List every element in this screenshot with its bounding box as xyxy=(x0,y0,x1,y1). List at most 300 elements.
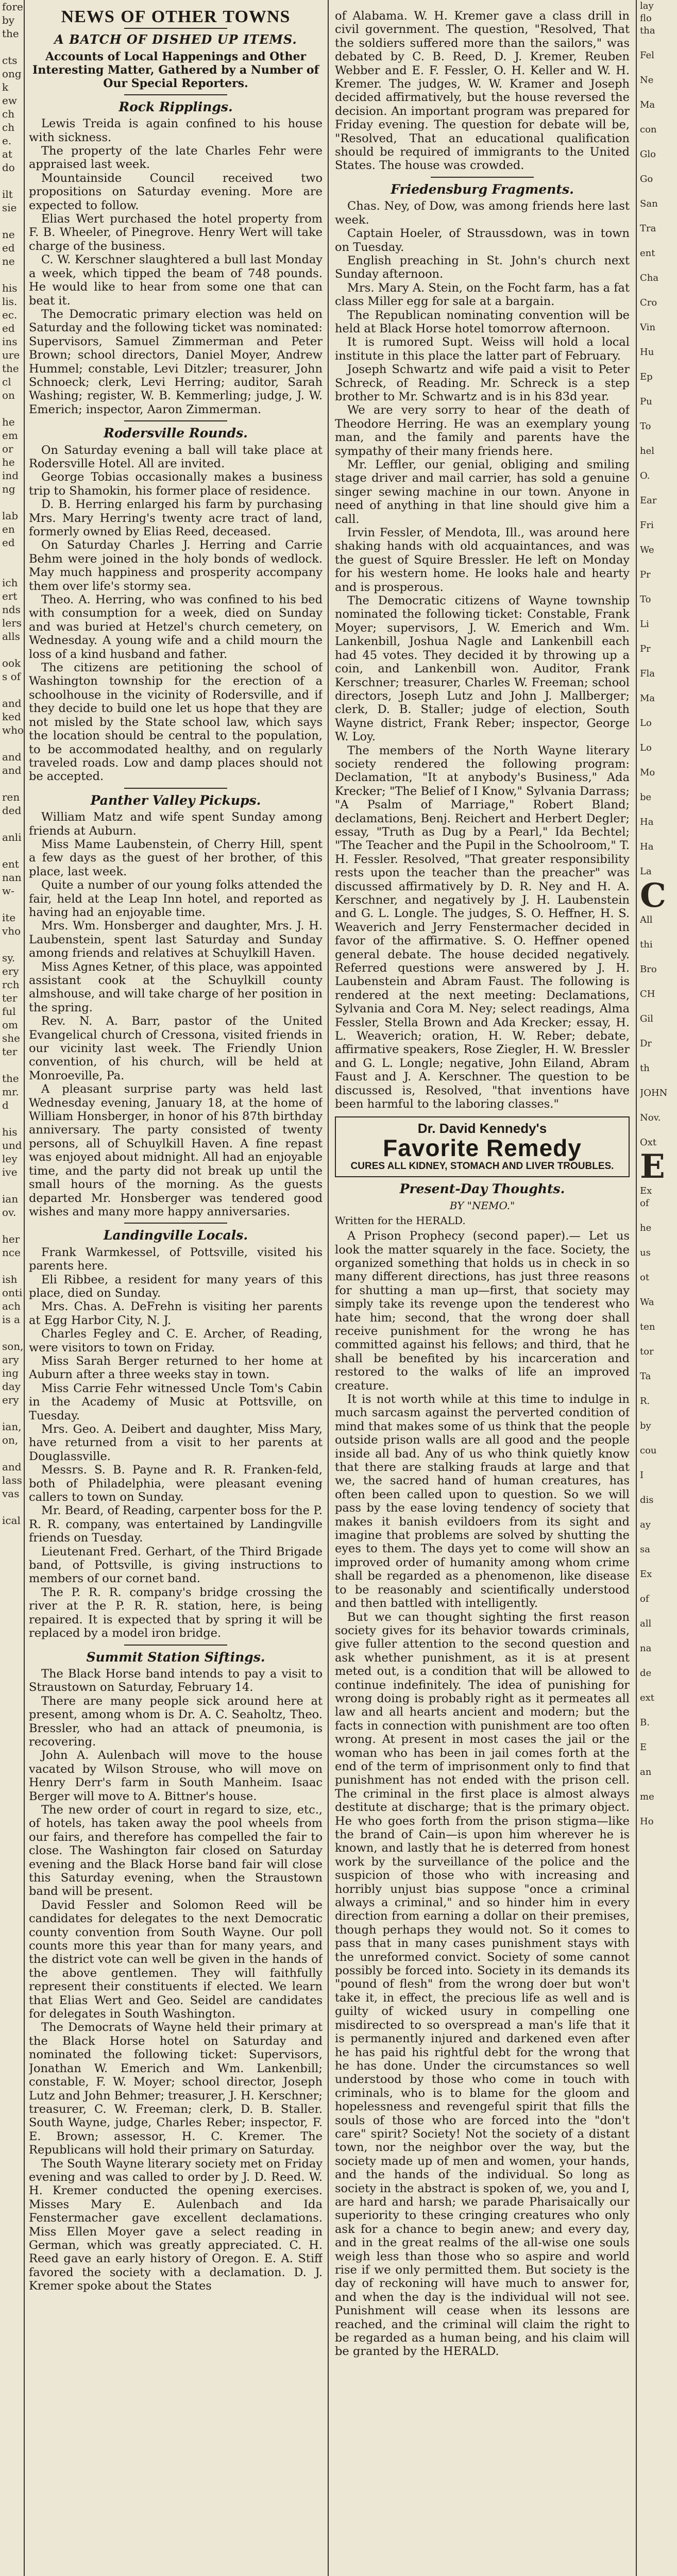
clipped-text-fragment xyxy=(0,174,24,188)
clipped-text-fragment: Ex xyxy=(640,1569,652,1580)
clipped-text-fragment: Tra xyxy=(640,223,656,234)
ad-line: Dr. David Kennedy's xyxy=(417,1120,547,1136)
paragraph: It is rumored Supt. Weiss will hold a local institute in this place the latter part of February. xyxy=(335,335,630,363)
clipped-text-fragment: Lo xyxy=(640,742,652,753)
clipped-text-fragment xyxy=(640,482,677,495)
clipped-text-fragment: Gil xyxy=(640,1013,653,1024)
clipped-text-fragment: R. xyxy=(640,1396,650,1406)
clipped-text-fragment: ded xyxy=(2,804,22,817)
clipped-text-fragment: Glo xyxy=(640,149,656,160)
clipped-text-fragment: is a xyxy=(2,1313,20,1326)
clipped-text-fragment xyxy=(640,507,677,519)
paragraph: Lieutenant Fred. Gerhart, of the Third Brigade band, of Pottsville, is giving instructions to members of our cornet band. xyxy=(29,1545,323,1586)
clipped-text-fragment: her xyxy=(2,1233,20,1245)
clipped-text-fragment: ich xyxy=(2,577,18,589)
paragraph: The Democratic citizens of Wayne township nominated the following ticket: Constable, Frank Moyer; supervisors, J. W. Emerich and Wm. Lankenbill, Joshua Nagle and Lankenbill each had 45 votes. They decided it by throwing up a coin, and Lankenbill won. Auditor, Frank Kerschner; treasurer, Charles W. Freeman; school directors, Joseph Lutz and John J. Mallberger; clerk, D. B. Staller; judge of election, South Wayne district, Frank Reber; inspector, George W. Loy. xyxy=(335,594,630,744)
paragraph: of Alabama. W. H. Kremer gave a class drill in civil government. The question, "Resolved, That the soldiers suffered more than the sailors," was debated by C. B. Reed, D. J. Kremer, Reuben Webber and E. F. Fessler, O. H. Keller and W. H. Kremer. The judges, W. W. Kramer and Joseph decided affirmatively, but the house reversed the decision. An important program was prepared for Friday evening. The question for debate will be, "Resolved, That an educational qualification should be required of immigrants to the United States. The house was crowded. xyxy=(335,9,630,173)
section-title: Rock Ripplings. xyxy=(119,99,233,114)
clipped-text-fragment: ilt xyxy=(2,188,13,200)
section-rodersville-rounds xyxy=(29,427,323,784)
clipped-text-fragment: onti xyxy=(2,1286,23,1299)
clipped-text-fragment xyxy=(640,1778,677,1791)
clipped-text-fragment xyxy=(640,1729,677,1741)
clipped-text-fragment: Ma xyxy=(640,693,655,704)
paragraph: Mountainside Council received two propositions on Saturday evening. More are expected to follow. xyxy=(29,171,323,212)
clipped-text-fragment xyxy=(0,1112,24,1125)
written-for-note: Written for the HERALD. xyxy=(335,1214,466,1227)
paragraph: A pleasant surprise party was held last Wednesday evening, January 18, at the home of William Honsberger, in honor of his 87th birthday anniversary. The party consisted of twenty persons, all of Schuylkill Haven. A fine repast was enjoyed about midnight. All had an enjoyable time, and the party did not break up until the small hours of the morning. As the guests departed Mr. Honsberger was tendered good wishes and many more happy anniversaries. xyxy=(29,1082,323,1218)
clipped-text-fragment: lay xyxy=(640,1,654,11)
clipped-text-fragment xyxy=(640,1803,677,1816)
clipped-text-fragment xyxy=(640,631,677,643)
paragraph: David Fessler and Solomon Reed will be candidates for delegates to the next Democratic county convention from South Wayne. Our poll counts more this year than for many years, and the district vote can well be given in the hands of the above gentlemen. They will faithfully represent their constituents if elected. We learn that Elias Wert and Geo. Seidel are candidates for delegates in South Washington. xyxy=(29,1898,323,2021)
clipped-text-fragment: ne xyxy=(2,228,15,241)
clipped-text-fragment xyxy=(640,853,677,866)
clipped-text-fragment: Ne xyxy=(640,75,654,86)
clipped-text-fragment: Ho xyxy=(640,1816,654,1827)
clipped-text-fragment xyxy=(640,260,677,272)
clipped-text-fragment xyxy=(640,1050,677,1062)
paragraph: Miss Carrie Fehr witnessed Uncle Tom's Cabin in the Academy of Music at Pottsville, on Tuesday. xyxy=(29,1381,323,1422)
clipped-text-fragment xyxy=(0,1219,24,1232)
clipped-text-fragment: CH xyxy=(640,989,655,999)
paragraph: Mrs. Wm. Honsberger and daughter, Mrs. J. H. Laubenstein, spent last Saturday and Sunday among friends and relatives at Schuylkill Haven. xyxy=(29,919,323,960)
clipped-text-fragment: ley xyxy=(2,1153,18,1165)
clipped-text-fragment: day xyxy=(2,1380,21,1393)
clipped-text-fragment xyxy=(0,1326,24,1340)
clipped-text-fragment xyxy=(0,938,24,951)
clipped-text-fragment xyxy=(640,1630,677,1642)
clipped-text-fragment: ed xyxy=(2,242,15,254)
clipped-text-fragment: em xyxy=(2,429,18,442)
clipped-text-fragment xyxy=(640,951,677,963)
clipped-text-fragment: w- xyxy=(2,885,14,897)
clipped-text-fragment: he xyxy=(640,1223,652,1233)
section-present-day-thoughts xyxy=(335,1182,630,2359)
paragraph: C. W. Kerschner slaughtered a bull last Monday a week, which tipped the beam of 748 pounds. He would like to hear from some one that can beat it. xyxy=(29,253,323,308)
clipped-text-fragment xyxy=(0,496,24,509)
clipped-text-fragment xyxy=(640,1506,677,1519)
paragraph: Theo. A. Herring, who was confined to his bed with consumption for a week, died on Sunday and was buried at Hetzel's church cemetery, on Wednesday. A young wife and a child mourn the loss of a kind husband and father. xyxy=(29,593,323,661)
divider xyxy=(124,28,227,29)
clipped-text-fragment xyxy=(0,817,24,831)
clipped-text-fragment: fore xyxy=(2,1,23,13)
clipped-text-fragment: d xyxy=(2,1099,9,1111)
clipped-text-fragment xyxy=(640,433,677,445)
paragraph: Mrs. Mary A. Stein, on the Focht farm, has a fat class Miller egg for sale at a bargain. xyxy=(335,281,630,309)
clipped-text-fragment: sa xyxy=(640,1544,650,1555)
clipped-text-fragment: ch xyxy=(2,121,15,133)
section-title: Present-Day Thoughts. xyxy=(399,1181,565,1196)
clipped-text-fragment: tor xyxy=(640,1346,654,1357)
paragraph: Miss Sarah Berger returned to her home at Auburn after a three weeks stay in town. xyxy=(29,1354,323,1382)
clipped-text-fragment xyxy=(0,563,24,576)
clipped-text-fragment xyxy=(640,457,677,470)
clipped-text-fragment xyxy=(0,777,24,790)
clipped-text-fragment: his xyxy=(2,282,18,294)
clipped-text-fragment xyxy=(640,1284,677,1296)
section-panther-valley xyxy=(29,794,323,1219)
clipped-text-fragment: nds xyxy=(2,603,21,616)
paragraph: Mrs. Geo. A. Deibert and daughter, Miss Mary, have returned from a visit to her parents at Douglassville. xyxy=(29,1422,323,1463)
clipped-text-fragment xyxy=(640,1001,677,1013)
clipped-text-fragment xyxy=(640,87,677,99)
clipped-text-fragment xyxy=(640,581,677,594)
paragraph: Eli Ribbee, a resident for many years of this place, died on Sunday. xyxy=(29,1273,323,1300)
divider xyxy=(124,1223,227,1224)
paragraph: The P. R. R. company's bridge crossing the river at the P. R. R. station, here, is being repaired. It is expected that by spring it will be replaced by a model iron bridge. xyxy=(29,1585,323,1640)
clipped-text-fragment: or xyxy=(2,443,13,455)
clipped-text-fragment: ter xyxy=(2,1045,18,1058)
adjacent-column-clipped-left xyxy=(0,0,25,2576)
clipped-text-fragment xyxy=(640,1482,677,1494)
paragraph: The members of the North Wayne literary society rendered the following program: Declamation, "It at anybody's Business," Ada Krecker; "The Belief of I Know," Sylvania Darrass; "A Psalm of Marriage," Robert Bland; declamations, Benj. Reichert and Herbert Degler; essay, "Truth as Dug by a Pearl," Ida Bechtel; "The Teacher and the Pupil in the Schoolroom," T. H. Fessler. Resolved, "That greater responsibility rests upon the teacher than the preacher" was discussed affirmatively by D. R. Ney and H. A. Kerschner, and negatively by J. H. Laubenstein and G. L. Longle. The judges, S. O. Heffner, H. S. Weaverich and Jerry Fenstermacher decided in favor of the affirmative. S. O. Heffner opened general debate. The house decided negatively. Referred questions were answered by J. H. Laubenstein and Abram Faust. The following is rendered at the next meeting: Declamations, Sylvania and Cora M. Ney; select readings, Alma Fessler, Stella Brown and Ada Krecker; essay, H. L. Weaverich; oration, H. W. Reber; debate, affirmative speakers, Rose Ziegler, H. W. Bressler and G. L. Longle; negative, John Eiland, Abram Faust and J. A. Kerschner. The question to be discussed is, Resolved, "that inventions have been harmful to the laboring classes." xyxy=(335,743,630,1111)
clipped-text-fragment xyxy=(640,926,677,939)
paragraph: Rev. N. A. Barr, pastor of the United Evangelical church of Cressona, visited friends in our vicinity last week. The Friendly Union convention, of his church, will be held at Monroeville, Pa. xyxy=(29,1014,323,1082)
clipped-text-fragment xyxy=(640,1408,677,1420)
clipped-text-fragment: sie xyxy=(2,201,17,214)
paragraph: The Democratic primary election was held on Saturday and the following ticket was nominated: Supervisors, Samuel Zimmerman and Peter Brown; school directors, Daniel Moyer, Andrew Hummel; constable, Levi Ditzler; treasurer, John Schnoeck; clerk, Levi Herring; auditor, Sarah Washing; register, W. B. Kemmerling; judge, J. W. Emerich; inspector, Aaron Zimmerman. xyxy=(29,307,323,416)
clipped-text-fragment: ach xyxy=(2,1300,21,1312)
clipped-text-fragment xyxy=(640,161,677,173)
clipped-text-fragment: ery xyxy=(2,1394,19,1406)
paragraph: Lewis Treida is again confined to his house with sickness. xyxy=(29,117,323,144)
clipped-text-fragment: ov. xyxy=(2,1206,16,1218)
clipped-text-fragment: und xyxy=(2,1139,22,1151)
clipped-text-fragment xyxy=(640,210,677,223)
clipped-text-fragment: Fri xyxy=(640,520,654,531)
section-title: Friedensburg Fragments. xyxy=(391,181,574,197)
clipped-text-fragment: nan xyxy=(2,871,22,884)
clipped-text-fragment xyxy=(640,1025,677,1038)
clipped-text-fragment: I xyxy=(640,1470,644,1481)
clipped-text-fragment xyxy=(640,1099,677,1112)
clipped-text-fragment: ure xyxy=(2,349,20,361)
clipped-text-fragment: th xyxy=(640,1063,650,1074)
clipped-text-fragment: To xyxy=(640,421,651,432)
clipped-text-fragment: Cro xyxy=(640,297,657,308)
ad-headline: Favorite Remedy xyxy=(383,1134,582,1161)
section-title: Landingville Locals. xyxy=(103,1228,248,1243)
clipped-text-fragment xyxy=(0,214,24,228)
clipped-text-fragment xyxy=(640,359,677,371)
clipped-text-fragment xyxy=(0,1500,24,1514)
clipped-text-fragment: Ta xyxy=(640,1371,651,1382)
clipped-text-fragment: she xyxy=(2,1032,20,1044)
paragraph: On Saturday evening a ball will take place at Rodersville Hotel. All are invited. xyxy=(29,443,323,470)
clipped-text-fragment xyxy=(640,1457,677,1469)
clipped-text-fragment: ew xyxy=(2,94,17,107)
clipped-text-fragment: ed xyxy=(2,322,15,334)
divider xyxy=(431,177,534,178)
clipped-text-fragment xyxy=(640,705,677,717)
adjacent-column-clipped-right xyxy=(640,0,677,2576)
clipped-text-fragment: en xyxy=(2,523,15,535)
clipped-text-fragment: de xyxy=(640,1668,652,1679)
clipped-text-fragment: k xyxy=(2,81,9,93)
byline: BY "NEMO." xyxy=(449,1199,515,1212)
clipped-text-fragment: and xyxy=(2,764,22,776)
clipped-text-fragment xyxy=(640,1383,677,1395)
clipped-text-fragment xyxy=(0,1058,24,1072)
clipped-text-fragment xyxy=(640,1754,677,1766)
clipped-text-fragment: ng xyxy=(2,483,15,495)
clipped-text-fragment: lis. xyxy=(2,295,18,308)
clipped-text-fragment: Bro xyxy=(640,964,657,975)
clipped-text-fragment: Fla xyxy=(640,668,655,679)
intro-deck: Accounts of Local Happenings and Other Interesting Matter, Gathered by a Number of Our Special Reporters. xyxy=(32,49,319,90)
clipped-text-fragment: JOHN xyxy=(640,1088,668,1098)
clipped-text-fragment: na xyxy=(640,1643,652,1654)
clipped-text-fragment: Nov. xyxy=(640,1112,661,1123)
paragraph: Frank Warmkessel, of Pottsville, visited his parents here. xyxy=(29,1245,323,1273)
clipped-text-fragment xyxy=(640,1432,677,1445)
paragraph: George Tobias occasionally makes a business trip to Shamokin, his former place of residence. xyxy=(29,470,323,498)
clipped-text-fragment: the xyxy=(2,1072,19,1084)
clipped-text-fragment: O. xyxy=(640,470,650,481)
column-rule xyxy=(636,0,637,2576)
clipped-text-fragment xyxy=(640,754,677,767)
paragraph: D. B. Herring enlarged his farm by purchasing Mrs. Mary Herring's twenty acre tract of land, formerly owned by Elias Reed, deceased. xyxy=(29,498,323,538)
paragraph: Miss Agnes Ketner, of this place, was appointed assistant cook at the Schuylkill county almshouse, and will take charge of her position in the spring. xyxy=(29,960,323,1014)
section-rock-ripplings xyxy=(29,100,323,416)
paragraph: English preaching in St. John's church next Sunday afternoon. xyxy=(335,253,630,281)
clipped-text-fragment xyxy=(0,40,24,54)
clipped-text-fragment: ite xyxy=(2,911,16,924)
paragraph: We are very sorry to hear of the death of Theodore Herring. He was an exemplary young man, and the family and parents have the sympathy of their many friends here. xyxy=(335,403,630,458)
clipped-text-fragment xyxy=(640,1358,677,1370)
clipped-text-fragment: rch xyxy=(2,978,20,991)
clipped-text-fragment xyxy=(640,136,677,148)
clipped-text-fragment xyxy=(0,897,24,911)
clipped-text-fragment xyxy=(640,62,677,74)
clipped-text-fragment: con xyxy=(640,124,657,135)
clipped-text-fragment: e. xyxy=(2,134,12,147)
paragraph: A Prison Prophecy (second paper).— Let us look the matter squarely in the face. Society, the organized something that holds us in check in so many different directions, has just three reasons for shutting a man up—first, that society may simply take its revenge upon the tenderest who hate him; second, that the wrong doer shall receive punishment for the wrong he has committed against his fellows; and third, that he shall be benefited by his incarceration and restored to the walks of life an improved creature. xyxy=(335,1229,630,1393)
clipped-text-fragment: by xyxy=(640,1420,651,1431)
column-two xyxy=(335,9,630,2576)
clipped-text-fragment: the xyxy=(2,27,19,40)
clipped-text-fragment xyxy=(640,309,677,321)
paragraph: Captain Hoeler, of Straussdown, was in town on Tuesday. xyxy=(335,227,630,254)
clipped-text-fragment: ed xyxy=(2,536,15,549)
clipped-text-fragment: Wa xyxy=(640,1297,654,1308)
divider xyxy=(124,788,227,789)
section-landingville xyxy=(29,1229,323,1640)
paragraph: William Matz and wife spent Sunday among friends at Auburn. xyxy=(29,810,323,838)
paragraph: The South Wayne literary society met on Friday evening and was called to order by J. D. Reed. W. H. Kremer conducted the opening exercises. Misses Mary E. Aulenbach and Ida Fenstermacher gave excellent declamations. Miss Ellen Moyer gave a select reading in German, which was greatly appreciated. C. H. Reed gave an early history of Oregon. E. A. Stiff favored the society with a declamation. D. J. Kremer spoke about the States xyxy=(29,2157,323,2293)
clipped-text-fragment: his xyxy=(2,1126,18,1138)
clipped-text-fragment: and xyxy=(2,1461,22,1473)
clipped-text-fragment xyxy=(640,284,677,297)
clipped-text-fragment xyxy=(0,549,24,563)
clipped-text-fragment: San xyxy=(640,198,658,209)
clipped-text-fragment xyxy=(640,804,677,816)
clipped-text-fragment xyxy=(0,737,24,750)
subheadline: A BATCH OF DISHED UP ITEMS. xyxy=(54,32,297,47)
clipped-text-fragment: ing xyxy=(2,1367,19,1379)
clipped-text-fragment xyxy=(640,408,677,420)
clipped-text-fragment: of xyxy=(640,1594,649,1604)
clipped-text-fragment: sy. xyxy=(2,952,15,964)
clipped-text-fragment: All xyxy=(640,914,653,925)
clipped-text-fragment: cou xyxy=(640,1445,657,1456)
paragraph: There are many people sick around here at present, among whom is Dr. A. C. Seaholtz, Theo. Bressler, who had an attack of pneumonia, is recovering. xyxy=(29,1694,323,1749)
clipped-text-fragment: ot xyxy=(640,1272,650,1283)
clipped-text-fragment xyxy=(0,1179,24,1192)
clipped-text-fragment xyxy=(640,1655,677,1667)
kennedy-remedy-advertisement xyxy=(335,1116,630,1177)
clipped-text-fragment: ked xyxy=(2,710,21,723)
clipped-text-fragment: he xyxy=(2,456,15,468)
clipped-text-fragment: Pu xyxy=(640,396,652,407)
clipped-text-fragment xyxy=(640,1234,677,1247)
clipped-text-fragment: ent xyxy=(640,248,655,259)
clipped-text-fragment: ian, xyxy=(2,1420,22,1433)
clipped-text-fragment: To xyxy=(640,594,651,605)
clipped-text-fragment: cts xyxy=(2,54,18,66)
clipped-text-fragment: Li xyxy=(640,619,649,630)
clipped-text-fragment: Ha xyxy=(640,817,654,827)
clipped-text-fragment xyxy=(0,643,24,656)
clipped-text-fragment: tha xyxy=(640,25,655,36)
clipped-text-fragment: thi xyxy=(640,939,653,950)
divider xyxy=(124,1645,227,1646)
clipped-text-fragment: who xyxy=(2,724,24,736)
clipped-text-fragment: Ma xyxy=(640,99,655,110)
clipped-text-fragment xyxy=(640,1210,677,1222)
clipped-text-fragment: Ear xyxy=(640,495,657,506)
clipped-text-fragment: Ha xyxy=(640,841,654,852)
paragraph: Chas. Ney, of Dow, was among friends here last week. xyxy=(335,199,630,227)
paragraph: Charles Fegley and C. E. Archer, of Reading, were visitors to town on Friday. xyxy=(29,1327,323,1354)
paragraph: Messrs. S. B. Payne and R. R. Franken-feld, both of Philadelphia, were pleasant evening callers to town on Sunday. xyxy=(29,1463,323,1504)
clipped-text-fragment: ful xyxy=(2,1005,16,1018)
paragraph: Joseph Schwartz and wife paid a visit to Peter Schreck, of Reading. Mr. Schreck is a step brother to Mr. Schwartz and is in his 83d year. xyxy=(335,363,630,403)
clipped-text-fragment: nce xyxy=(2,1246,21,1259)
clipped-text-fragment xyxy=(640,556,677,569)
clipped-text-fragment xyxy=(640,655,677,668)
section-summit-station xyxy=(29,1651,323,2293)
paragraph: Quite a number of our young folks attended the fair, held at the Leap Inn hotel, and reported as having had an enjoyable time. xyxy=(29,878,323,919)
paragraph: Elias Wert purchased the hotel property from F. B. Wheeler, of Pinegrove. Henry Wert will take charge of the business. xyxy=(29,212,323,253)
clipped-text-fragment: ert xyxy=(2,590,18,602)
clipped-text-fragment: all xyxy=(640,1618,652,1629)
clipped-text-fragment xyxy=(640,37,677,49)
clipped-text-fragment: hel xyxy=(640,446,655,456)
clipped-text-fragment xyxy=(640,383,677,396)
clipped-text-fragment: ent xyxy=(2,858,19,870)
clipped-text-fragment xyxy=(640,1605,677,1618)
paragraph: On Saturday Charles J. Herring and Carrie Behm were joined in the holy bonds of wedlock. May much happiness and prosperity accompany them over life's stormy sea. xyxy=(29,538,323,593)
clipped-text-fragment xyxy=(640,606,677,618)
divider xyxy=(124,94,227,95)
clipped-text-fragment: Fel xyxy=(640,50,654,61)
clipped-text-fragment: on, xyxy=(2,1434,19,1446)
clipped-text-fragment: ay xyxy=(640,1519,651,1530)
paragraph: Irvin Fessler, of Mendota, Ill., was around here shaking hands with old acquaintances, and was the guest of Squire Bressler. He left on Monday for his western home. He looks hale and hearty and is prosperous. xyxy=(335,526,630,594)
clipped-text-fragment xyxy=(0,844,24,857)
clipped-text-fragment: on xyxy=(2,389,15,401)
clipped-text-fragment xyxy=(640,1333,677,1346)
clipped-text-fragment xyxy=(0,402,24,415)
clipped-text-fragment xyxy=(640,680,677,692)
clipped-text-fragment xyxy=(640,185,677,198)
ad-tagline: CURES ALL KIDNEY, STOMACH AND LIVER TROUBLES. xyxy=(350,1160,614,1172)
clipped-text-fragment: Lo xyxy=(640,718,652,728)
clipped-text-fragment: by xyxy=(2,14,15,26)
clipped-text-fragment: lers xyxy=(2,617,22,629)
section-friedensburg xyxy=(335,183,630,1111)
page-title: NEWS OF OTHER TOWNS xyxy=(61,9,291,26)
clipped-text-fragment xyxy=(0,1259,24,1273)
clipped-text-fragment xyxy=(640,779,677,791)
clipped-text-fragment xyxy=(640,976,677,988)
clipped-text-fragment: ive xyxy=(2,1166,18,1178)
paragraph: The Republican nominating convention will be held at Black Horse hotel tomorrow afternoon. xyxy=(335,308,630,335)
clipped-text-fragment: cl xyxy=(2,376,11,388)
clipped-text-fragment: Pr xyxy=(640,643,651,654)
clipped-text-fragment: We xyxy=(640,545,654,555)
paragraph: The citizens are petitioning the school of Washington township for the erection of a schoolhouse in the vicinity of Rodersville, and if they decide to build one let us hope that they are not misled by the State school law, which says the location should be central to the population, to be accommodated healthy, and on regularly traveled roads. Low and damp places should not be accepted. xyxy=(29,661,323,784)
clipped-text-fragment: lab xyxy=(2,510,19,522)
clipped-text-fragment: dis xyxy=(640,1495,654,1505)
paragraph: Mr. Beard, of Reading, carpenter boss for the P. R. R. company, was entertained by Landingville friends on Tuesday. xyxy=(29,1504,323,1545)
clipped-text-fragment: ren xyxy=(2,791,20,803)
clipped-text-fragment: ten xyxy=(640,1321,655,1332)
clipped-text-fragment: ne xyxy=(2,255,15,267)
clipped-text-fragment: ery xyxy=(2,965,19,977)
clipped-text-fragment xyxy=(640,1581,677,1593)
clipped-text-fragment: of xyxy=(640,1198,649,1209)
paragraph: Mrs. Chas. A. DeFrehn is visiting her parents at Egg Harbor City, N. J. xyxy=(29,1300,323,1327)
section-title: Summit Station Siftings. xyxy=(86,1649,265,1665)
section-title: Rodersville Rounds. xyxy=(104,426,248,441)
clipped-text-fragment: us xyxy=(640,1247,651,1258)
clipped-text-fragment: ary xyxy=(2,1353,19,1366)
clipped-text-fragment: C xyxy=(640,876,666,915)
clipped-text-fragment xyxy=(640,1556,677,1568)
clipped-text-fragment xyxy=(640,1124,677,1137)
clipped-text-fragment: La xyxy=(640,866,652,877)
paragraph: Miss Mame Laubenstein, of Cherry Hill, spent a few days as the guest of her brother, of this place, last week. xyxy=(29,837,323,878)
clipped-text-fragment: ind xyxy=(2,469,19,482)
clipped-text-fragment: Cha xyxy=(640,273,659,283)
clipped-text-fragment: Dr xyxy=(640,1038,652,1049)
clipped-text-fragment: vas xyxy=(2,1487,20,1500)
clipped-text-fragment: mr. xyxy=(2,1086,19,1098)
clipped-text-fragment: s of xyxy=(2,670,21,683)
clipped-text-fragment: Go xyxy=(640,174,653,184)
clipped-text-fragment: ook xyxy=(2,657,21,669)
clipped-text-fragment: ext xyxy=(640,1692,655,1703)
clipped-text-fragment xyxy=(640,1309,677,1321)
divider xyxy=(124,420,227,421)
clipped-text-fragment: ong xyxy=(2,67,22,80)
clipped-text-fragment: Pr xyxy=(640,569,651,580)
clipped-text-fragment xyxy=(640,334,677,346)
clipped-text-fragment: ec. xyxy=(2,309,18,321)
paragraph: The property of the late Charles Fehr were appraised last week. xyxy=(29,144,323,172)
clipped-text-fragment: Ex xyxy=(640,1185,652,1196)
clipped-text-fragment: do xyxy=(2,161,15,174)
clipped-text-fragment: ian xyxy=(2,1193,19,1205)
clipped-text-fragment: Mo xyxy=(640,767,655,778)
paragraph: The Black Horse band intends to pay a visit to Straustown on Saturday, February 14. xyxy=(29,1667,323,1694)
clipped-text-fragment: Oxt xyxy=(640,1137,657,1148)
clipped-text-fragment xyxy=(640,1680,677,1692)
clipped-text-fragment: ical xyxy=(2,1514,21,1527)
